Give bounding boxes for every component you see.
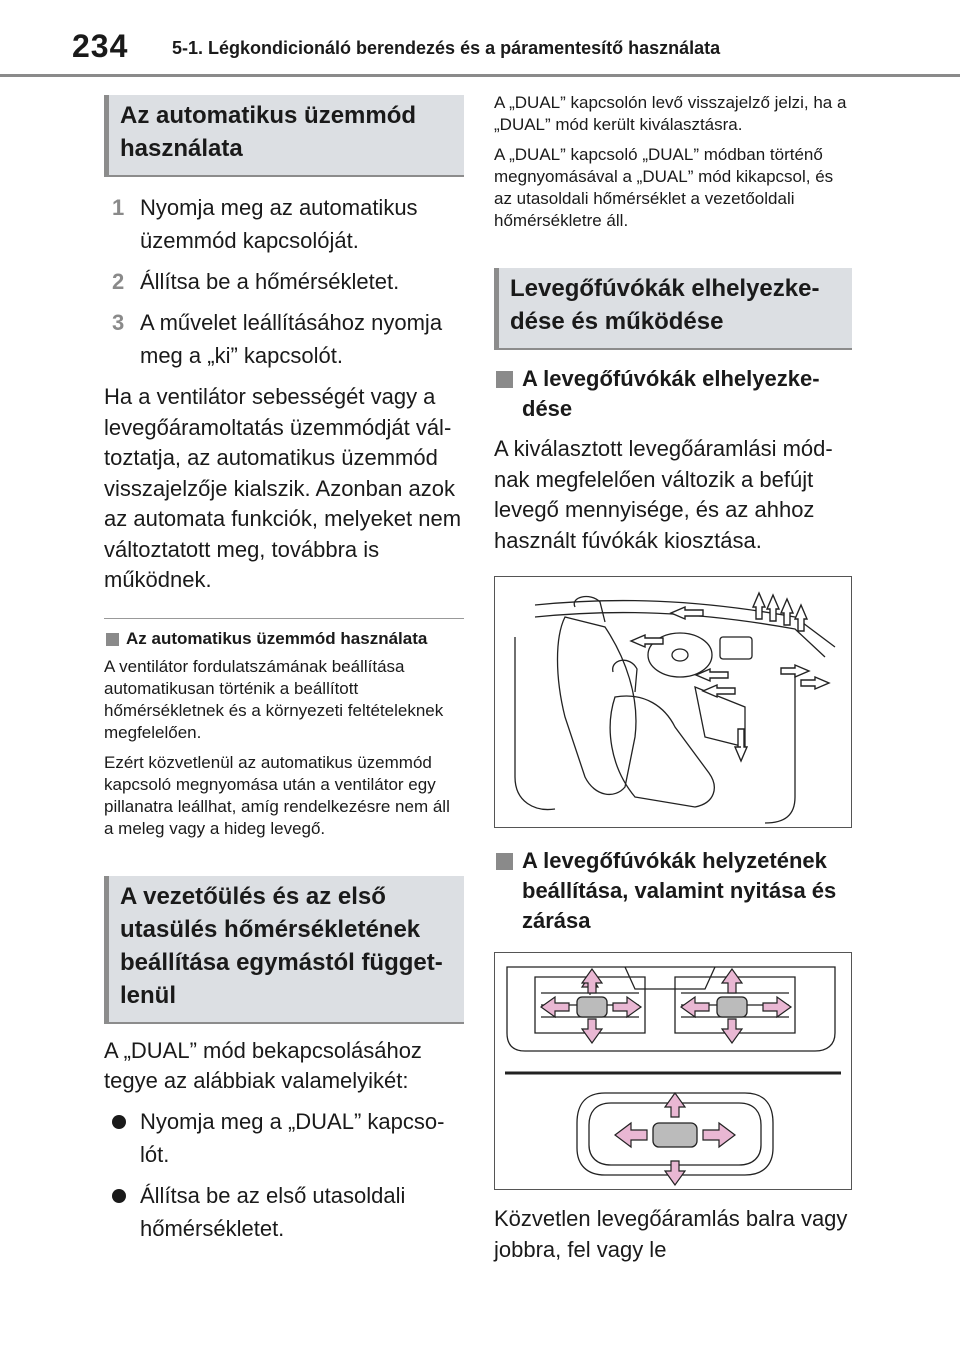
step-number: 3 [112, 310, 125, 335]
bullet-text: Nyomja meg a „DUAL” kapcsolót. [140, 1108, 445, 1167]
body-paragraph-small: A „DUAL” kapcsoló „DUAL” módban történő megnyomásával a „DUAL” mód kikapcsol, és az utasoldali hőmérséklet a vezetőoldali hőmérsékletre áll. [494, 145, 834, 230]
page-header [0, 0, 960, 80]
note-paragraph: A ventilátor fordulatszámának beállítása automatikusan történik a beállított hőmérsékletnek és a környezeti feltételeknek megfelelően. [104, 656, 444, 742]
body-paragraph-small: A „DUAL” kapcsolón levő visszajelző jelzi, ha a „DUAL” mód került kiválasztásra. [494, 93, 847, 134]
header-divider [0, 74, 960, 77]
figure-caption: Közvetlen levegőáramlás balra vagy jobbra, fel vagy le [494, 1206, 848, 1262]
right-column [494, 92, 852, 1265]
page-number: 234 [72, 28, 129, 64]
note-divider [104, 618, 464, 619]
step-number: 2 [112, 269, 125, 294]
bullet-dot-icon [112, 1189, 126, 1203]
step-text: Állítsa be a hőmérsékletet. [140, 269, 400, 294]
section-heading-dual-mode: A vezetőülés és az első utasülés hőmérsékletének beállítása egymástól függetlenül [104, 876, 464, 1024]
step-item [104, 306, 464, 372]
step-item [104, 191, 464, 257]
body-paragraph: A kiválasztott levegőáramlási módnak megfelelően változik a befújt levegő mennyisége, és az ahhoz használt fúvókák kiosztása. [494, 436, 833, 553]
subheading-text: A levegőfúvókák helyzetének beállítása, valamint nyitása és zárása [522, 848, 837, 933]
step-number: 1 [112, 195, 125, 220]
cabin-illustration-svg [495, 577, 851, 827]
subheading-outlet-location [494, 364, 852, 424]
vent-illustration-svg [495, 953, 851, 1189]
note-paragraph: Ezért közvetlenül az automatikus üzemmód kapcsoló megnyomása után a ventilátor egy pillanatra leállhat, amíg rendelkezésre nem áll a meleg vagy a hideg levegő. [104, 752, 450, 838]
left-column [104, 95, 464, 1245]
note-heading-text: Az automatikus üzemmód használata [126, 628, 428, 648]
step-text: A művelet leállításához nyomja meg a „ki” kapcsolót. [140, 310, 443, 368]
step-item [104, 265, 464, 298]
note-heading [104, 629, 464, 648]
square-bullet-icon [106, 633, 119, 646]
vent-adjustment-illustration [494, 952, 852, 1190]
square-bullet-icon [496, 853, 513, 870]
bullet-item [104, 1105, 464, 1171]
bullet-dot-icon [112, 1115, 126, 1129]
cabin-air-outlets-illustration [494, 576, 852, 828]
chapter-title: 5-1. Légkondicionáló berendezés és a páramentesítő használata [172, 38, 721, 58]
body-paragraph: A „DUAL” mód bekapcsolásához tegye az alábbiak valamelyikét: [104, 1037, 422, 1093]
subheading-outlet-adjustment [494, 846, 852, 936]
bullet-item [104, 1179, 464, 1245]
square-bullet-icon [496, 371, 513, 388]
section-heading-air-outlets: Levegőfúvókák elhelyezkedése és működése [494, 268, 852, 350]
bullet-text: Állítsa be az első utasoldali hőmérsékletet. [140, 1182, 406, 1241]
body-paragraph: Ha a ventilátor sebességét vagy a levegőáramoltatás üzemmódját változtatja, az automatikus üzemmód visszajelzője kialszik. Azonban azok az automata funkciók, melyeket nem változtatott meg, továbbra is működnek. [104, 384, 462, 592]
subheading-text: A levegőfúvókák elhelyezkedése [522, 366, 820, 421]
step-text: Nyomja meg az automatikus üzemmód kapcsolóját. [140, 195, 418, 253]
section-heading-automatic-mode: Az automatikus üzemmód használata [104, 95, 464, 177]
